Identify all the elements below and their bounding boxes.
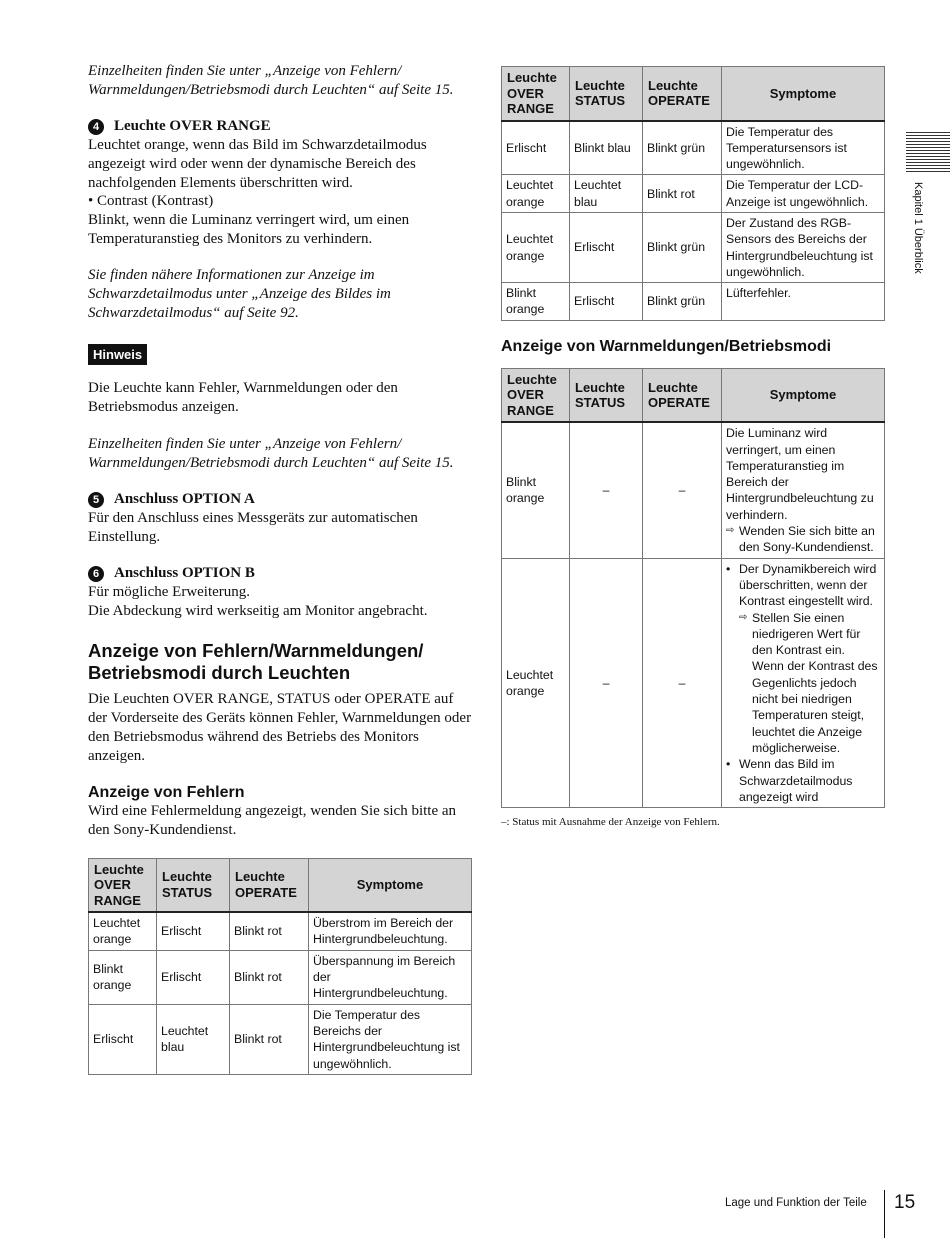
chapter-label: Kapitel 1 Überblick xyxy=(912,182,924,274)
action-text: Stellen Sie einen niedrigeren Wert für den Kontrast ein. Wenn der Kontrast des Gegenlichts jedoch nicht bei niedrigen Temperaturen steigt, leuchtet die Anzeige möglicherweise. xyxy=(752,610,878,755)
symptom-cell xyxy=(722,422,885,558)
symptom-list xyxy=(726,561,880,805)
item-6-heading xyxy=(88,564,472,583)
table-row xyxy=(502,121,885,175)
cell: Blinkt orange xyxy=(89,950,157,1004)
cell: Erlischt xyxy=(570,212,643,282)
table-row xyxy=(502,175,885,213)
cell: Überstrom im Bereich der Hintergrundbeleuchtung. xyxy=(309,912,472,950)
footer-section-title: Lage und Funktion der Teile xyxy=(725,1197,867,1209)
paragraph: Für mögliche Erweiterung. xyxy=(88,584,251,601)
col-symptome: Symptome xyxy=(309,858,472,912)
col-over-range: Leuchte OVER RANGE xyxy=(502,67,570,121)
footnote: –: Status mit Ausnahme der Anzeige von Fehlern. xyxy=(501,816,720,829)
table-row xyxy=(89,912,472,950)
cell: Der Zustand des RGB-Sensors des Bereichs der Hintergrundbeleuchtung ist ungewöhnlich. xyxy=(722,212,885,282)
paragraph: Leuchtet orange, wenn das Bild im Schwarzdetailmodus angezeigt wird oder wenn der dynamische Bereich des nachfolgenden Elements überschritten wird. xyxy=(88,137,427,191)
item-5-heading xyxy=(88,490,472,509)
error-table-left xyxy=(88,858,472,1075)
item-title: Anschluss OPTION A xyxy=(114,491,255,508)
list-item xyxy=(726,561,880,757)
table-row xyxy=(502,558,885,807)
action-text: Wenden Sie sich bitte an den Sony-Kundendienst. xyxy=(739,524,875,555)
col-symptome: Symptome xyxy=(722,368,885,422)
item-number-4: 4 xyxy=(88,119,104,135)
arrow-right-icon: ⇨ xyxy=(726,525,735,537)
error-table-right xyxy=(501,66,885,321)
list-item: • Wenn das Bild im Schwarzdetailmodus angezeigt wird xyxy=(726,756,880,805)
cell: Blinkt rot xyxy=(230,1004,309,1074)
table-header-row xyxy=(89,858,472,912)
table-row xyxy=(502,422,885,558)
bullet-item: • Contrast (Kontrast) xyxy=(88,193,214,210)
cell: Blinkt rot xyxy=(230,950,309,1004)
cell: Blinkt rot xyxy=(230,912,309,950)
cell: Erlischt xyxy=(570,283,643,321)
section-title: Anzeige von Fehlern/Warnmeldungen/ Betriebsmodi durch Leuchten xyxy=(88,640,424,684)
paragraph: Für den Anschluss eines Messgeräts zur automatischen Einstellung. xyxy=(88,509,418,545)
cell: Leuchtet orange xyxy=(89,912,157,950)
col-status: Leuchte STATUS xyxy=(570,67,643,121)
cell: Blinkt grün xyxy=(643,283,722,321)
table-row xyxy=(89,1004,472,1074)
symptom-text: Die Luminanz wird verringert, um einen Temperaturanstieg im Bereich der Hintergrundbeleuchtung zu verhindern. xyxy=(726,426,874,522)
table-row xyxy=(502,283,885,321)
cell: Die Temperatur des Temperatursensors ist ungewöhnlich. xyxy=(722,121,885,175)
cell: – xyxy=(570,422,643,558)
subsection-title: Anzeige von Fehlern xyxy=(88,784,245,802)
paragraph: Die Abdeckung wird werkseitig am Monitor angebracht. xyxy=(88,602,428,619)
table-header-row xyxy=(502,67,885,121)
note-label: Hinweis xyxy=(88,344,147,365)
cell: Leuchtet orange xyxy=(502,175,570,213)
footer-divider xyxy=(884,1190,885,1238)
item-4-heading xyxy=(88,117,472,136)
col-over-range: Leuchte OVER RANGE xyxy=(502,368,570,422)
chapter-tab-stripes xyxy=(906,132,950,174)
col-over-range: Leuchte OVER RANGE xyxy=(89,858,157,912)
cell: Leuchtet orange xyxy=(502,558,570,807)
cell: Blinkt rot xyxy=(643,175,722,213)
cell: Erlischt xyxy=(502,121,570,175)
symptom-cell xyxy=(722,558,885,807)
cell: Leuchtet orange xyxy=(502,212,570,282)
table-row xyxy=(89,950,472,1004)
cell: Erlischt xyxy=(157,912,230,950)
paragraph: Die Leuchten OVER RANGE, STATUS oder OPERATE auf der Vorderseite des Geräts können Fehler, Warnmeldungen oder den Betriebsmodus während des Betriebs des Monitors anzeigen. xyxy=(88,691,472,764)
list-item-text: • Der Dynamikbereich wird überschritten, wenn der Kontrast eingestellt wird. xyxy=(739,561,877,609)
action-note xyxy=(739,610,880,757)
item-title: Leuchte OVER RANGE xyxy=(114,118,271,135)
cell: – xyxy=(570,558,643,807)
left-column xyxy=(88,62,472,1075)
cross-reference: Einzelheiten finden Sie unter „Anzeige von Fehlern/ Warnmeldungen/Betriebsmodi durch Leuchten“ auf Seite 15. xyxy=(88,435,454,471)
arrow-right-icon: ⇨ xyxy=(739,611,748,623)
cross-reference: Einzelheiten finden Sie unter „Anzeige von Fehlern/ Warnmeldungen/Betriebsmodi durch Leuchten“ auf Seite 15. xyxy=(88,63,454,98)
cell: Erlischt xyxy=(89,1004,157,1074)
cell: Lüfterfehler. xyxy=(722,283,885,321)
cell: Blinkt grün xyxy=(643,212,722,282)
cell: Überspannung im Bereich der Hintergrundbeleuchtung. xyxy=(309,950,472,1004)
cell: Die Temperatur des Bereichs der Hintergrundbeleuchtung ist ungewöhnlich. xyxy=(309,1004,472,1074)
col-operate: Leuchte OPERATE xyxy=(643,67,722,121)
item-number-5: 5 xyxy=(88,492,104,508)
col-symptome: Symptome xyxy=(722,67,885,121)
cell: Erlischt xyxy=(157,950,230,1004)
item-number-6: 6 xyxy=(88,566,104,582)
cell: Blinkt grün xyxy=(643,121,722,175)
item-title: Anschluss OPTION B xyxy=(114,565,255,582)
col-operate: Leuchte OPERATE xyxy=(643,368,722,422)
col-operate: Leuchte OPERATE xyxy=(230,858,309,912)
table-header-row xyxy=(502,368,885,422)
warnings-table xyxy=(501,368,885,808)
cross-reference: Sie finden nähere Informationen zur Anzeige im Schwarzdetailmodus unter „Anzeige des Bildes im Schwarzdetailmodus“ auf Seite 92. xyxy=(88,267,391,321)
col-status: Leuchte STATUS xyxy=(157,858,230,912)
cell: – xyxy=(643,422,722,558)
paragraph: Wird eine Fehlermeldung angezeigt, wenden Sie sich bitte an den Sony-Kundendienst. xyxy=(88,803,457,838)
note-text: Die Leuchte kann Fehler, Warnmeldungen oder den Betriebsmodus anzeigen. xyxy=(88,380,398,416)
cell: Blinkt orange xyxy=(502,283,570,321)
cell: Blinkt orange xyxy=(502,422,570,558)
table-row xyxy=(502,212,885,282)
warnings-title: Anzeige von Warnmeldungen/Betriebsmodi xyxy=(501,337,832,355)
right-column xyxy=(501,66,885,828)
col-status: Leuchte STATUS xyxy=(570,368,643,422)
cell: Blinkt blau xyxy=(570,121,643,175)
page-number: 15 xyxy=(894,1192,916,1213)
cell: Leuchtet blau xyxy=(157,1004,230,1074)
cell: Leuchtet blau xyxy=(570,175,643,213)
cell: Die Temperatur der LCD-Anzeige ist ungewöhnlich. xyxy=(722,175,885,213)
cell: – xyxy=(643,558,722,807)
action-note xyxy=(726,523,880,556)
paragraph: Blinkt, wenn die Luminanz verringert wird, um einen Temperaturanstieg des Monitors zu verhindern. xyxy=(88,211,410,247)
